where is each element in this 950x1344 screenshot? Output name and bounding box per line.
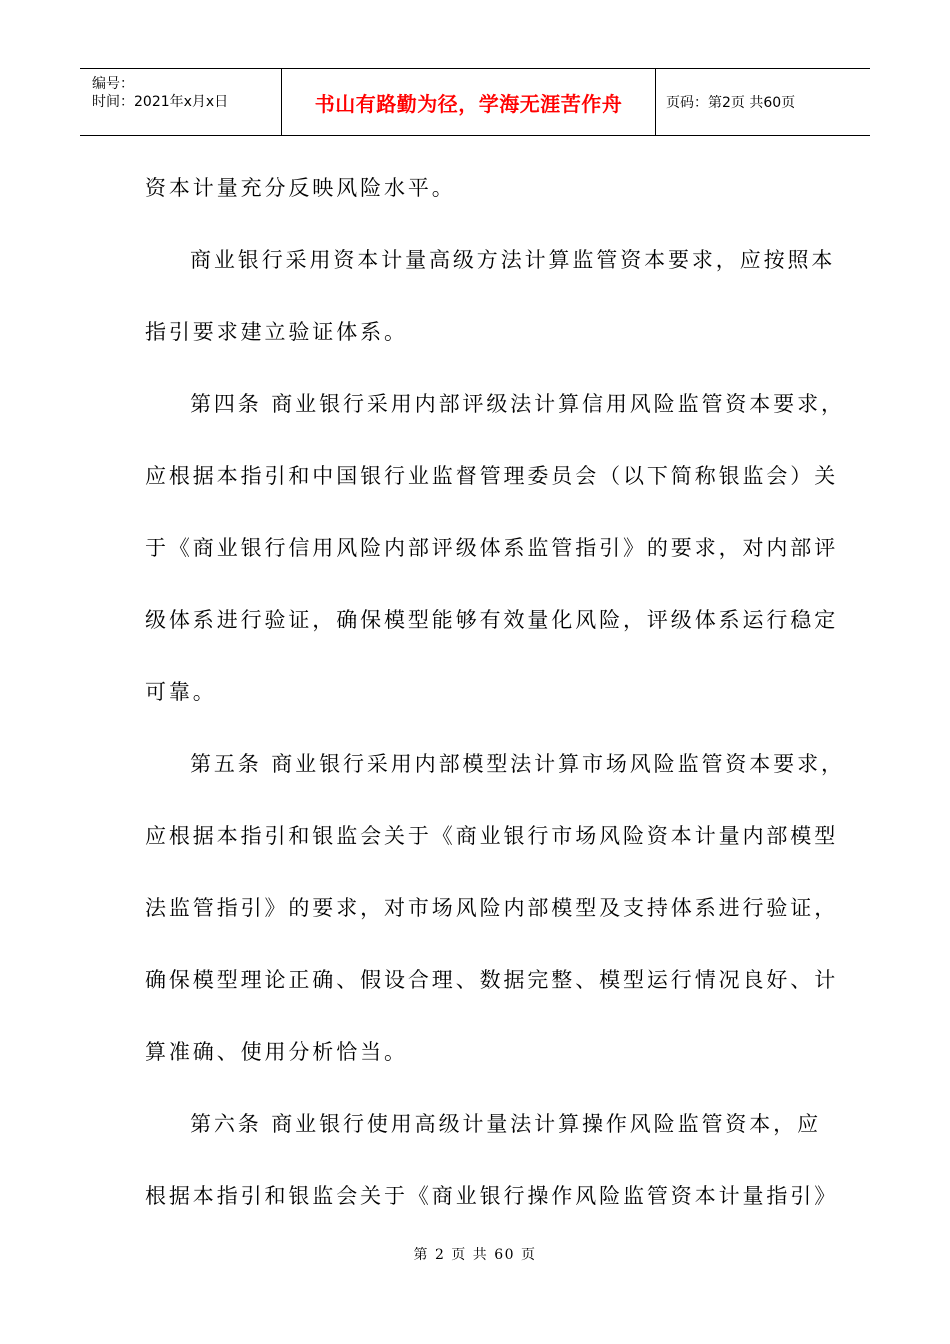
body-text-line: 可靠。 bbox=[145, 680, 217, 704]
document-time-label: 时间：2021年x月x日 bbox=[92, 94, 229, 110]
body-text-line: 第五条 商业银行采用内部模型法计算市场风险监管资本要求， bbox=[190, 752, 845, 776]
body-text-line: 资本计量充分反映风险水平。 bbox=[145, 176, 456, 200]
body-text-line: 级体系进行验证，确保模型能够有效量化风险，评级体系运行稳定 bbox=[145, 608, 839, 632]
body-text-line: 根据本指引和银监会关于《商业银行操作风险监管资本计量指引》 bbox=[145, 1184, 839, 1208]
body-text-line: 算准确、使用分析恰当。 bbox=[145, 1040, 408, 1064]
body-text-line: 确保模型理论正确、假设合理、数据完整、模型运行情况良好、计 bbox=[145, 968, 839, 992]
header-meta bbox=[80, 69, 282, 135]
body-text-line: 第四条 商业银行采用内部评级法计算信用风险监管资本要求， bbox=[190, 392, 845, 416]
page-header bbox=[80, 68, 870, 136]
header-motto: 书山有路勤为径，学海无涯苦作舟 bbox=[314, 91, 623, 116]
body-text-line: 商业银行采用资本计量高级方法计算监管资本要求，应按照本 bbox=[190, 248, 836, 272]
document-body bbox=[145, 164, 845, 1244]
header-motto-cell bbox=[282, 69, 656, 135]
body-text-line: 第六条 商业银行使用高级计量法计算操作风险监管资本，应 bbox=[190, 1112, 821, 1136]
header-page-info: 页码：第2页 共60页 bbox=[666, 95, 796, 111]
body-text-line: 于《商业银行信用风险内部评级体系监管指引》的要求，对内部评 bbox=[145, 536, 839, 560]
document-number-label: 编号： bbox=[92, 76, 134, 92]
body-text-line: 指引要求建立验证体系。 bbox=[145, 320, 408, 344]
body-text-line: 法监管指引》的要求，对市场风险内部模型及支持体系进行验证， bbox=[145, 896, 839, 920]
body-text-line: 应根据本指引和银监会关于《商业银行市场风险资本计量内部模型 bbox=[145, 824, 839, 848]
header-page-info-cell bbox=[656, 69, 870, 135]
body-text-line: 应根据本指引和中国银行业监督管理委员会（以下简称银监会）关 bbox=[145, 464, 839, 488]
page-footer: 第 2 页 共 60 页 bbox=[413, 1247, 537, 1263]
